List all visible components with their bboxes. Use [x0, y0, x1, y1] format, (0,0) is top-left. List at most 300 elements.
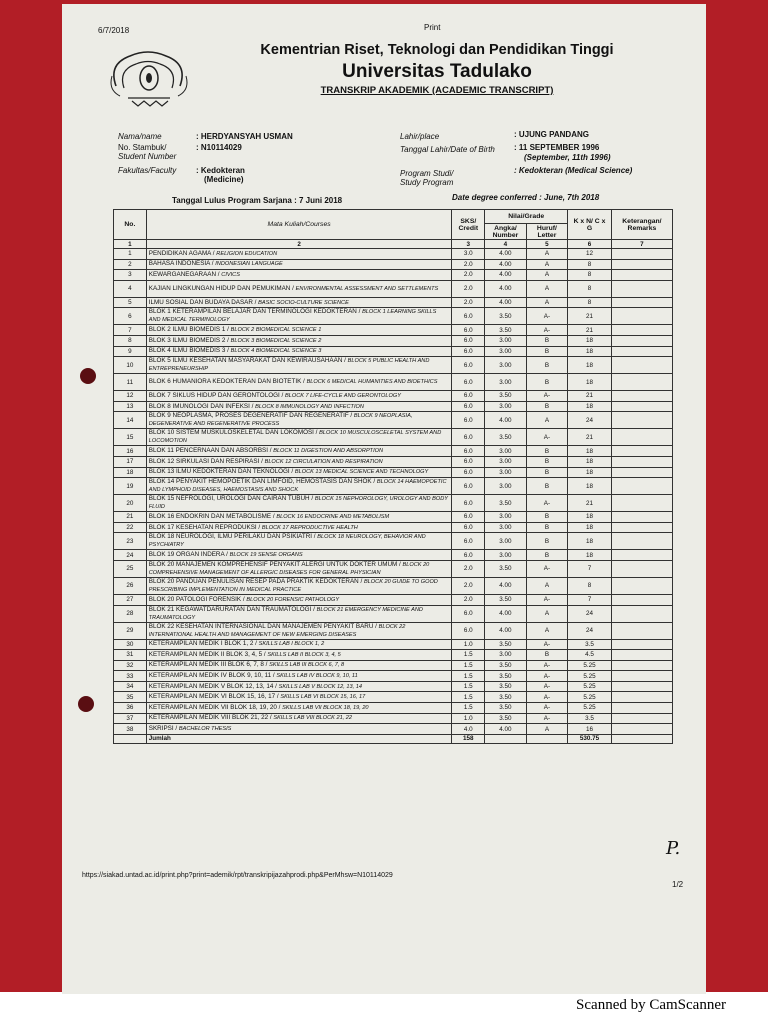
grade-number: 3.00 [485, 456, 526, 467]
credit: 6.0 [452, 346, 485, 357]
remarks [611, 270, 672, 281]
credit-x-grade: 18 [568, 522, 612, 533]
grade-number: 3.00 [485, 522, 526, 533]
row-no: 8 [114, 335, 147, 346]
course-name-en: SKILLS LAB V BLOCK 12, 13, 14 [278, 683, 362, 690]
colnum: 1 [114, 240, 147, 249]
table-row [114, 429, 673, 446]
remarks [611, 249, 672, 260]
grade-number: 4.00 [485, 605, 526, 622]
remarks [611, 391, 672, 402]
course-name-en: BLOCK 19 SENSE ORGANS [229, 552, 303, 559]
course-cell [146, 446, 452, 457]
grade-number: 3.50 [485, 560, 526, 577]
grade-number: 3.00 [485, 533, 526, 550]
col-kxn-header: K x N/ C x G [568, 210, 612, 240]
credit-x-grade: 21 [568, 429, 612, 446]
course-cell [146, 522, 452, 533]
course-name: BAHASA INDONESIA / [148, 260, 214, 268]
print-label: Print [424, 23, 441, 32]
course-name: BLOK 16 ENDOKRIN DAN METABOLISME / [148, 512, 275, 520]
course-cell [146, 467, 452, 478]
course-cell [146, 681, 452, 692]
course-cell [146, 308, 452, 325]
credit: 2.0 [452, 594, 485, 605]
grade-number: 3.50 [485, 325, 526, 336]
grade-number: 4.00 [485, 270, 526, 281]
row-no: 29 [114, 622, 147, 639]
grade-number: 3.00 [485, 401, 526, 412]
credit: 4.0 [452, 724, 485, 735]
birthdate-label: Tanggal Lahir/Date of Birth [400, 145, 495, 154]
remarks [611, 724, 672, 735]
remarks [611, 550, 672, 561]
row-no: 36 [114, 703, 147, 714]
credit: 1.0 [452, 639, 485, 650]
course-name: BLOK 18 NEUROLOGI, ILMU PERILAKU DAN PSIKIATRI / [148, 533, 316, 541]
course-name: KETERAMPILAN MEDIK VIII BLOK 21, 22 / [148, 714, 272, 722]
row-no: 10 [114, 357, 147, 374]
course-name-en: INDONESIAN LANGUAGE [215, 261, 283, 268]
credit-x-grade: 18 [568, 512, 612, 523]
credit: 6.0 [452, 478, 485, 495]
grade-letter: A- [526, 325, 568, 336]
credit: 6.0 [452, 622, 485, 639]
course-name: BLOK 4 ILMU BIOMEDIS 3 / [148, 347, 229, 355]
credit-x-grade: 5.25 [568, 703, 612, 714]
faculty-label: Fakultas/Faculty [118, 166, 177, 175]
remarks [611, 401, 672, 412]
course-name-en: BLOCK 10 MUSCULOSCELETAL SYSTEM AND LOCOMOTION [148, 430, 442, 445]
course-name-en: SKILLS LAB VII BLOCK 18, 19, 20 [282, 704, 369, 711]
course-name-en: BLOCK 20 COMPREHENSIVE MANAGEMENT OF ALLERGIC DISEASES FOR GENERAL PHYSICIAN [148, 561, 430, 576]
credit-x-grade: 21 [568, 495, 612, 512]
grade-number: 3.50 [485, 594, 526, 605]
row-no: 31 [114, 650, 147, 661]
credit-x-grade: 18 [568, 335, 612, 346]
grade-letter: B [526, 446, 568, 457]
colnum: 5 [526, 240, 568, 249]
credit: 6.0 [452, 550, 485, 561]
row-no: 35 [114, 692, 147, 703]
course-cell [146, 374, 452, 391]
row-no: 32 [114, 660, 147, 671]
credit: 6.0 [452, 335, 485, 346]
credit-x-grade: 3.5 [568, 713, 612, 724]
remarks [611, 560, 672, 577]
credit-x-grade: 21 [568, 308, 612, 325]
course-cell [146, 650, 452, 661]
grade-letter: A- [526, 560, 568, 577]
table-row [114, 622, 673, 639]
row-no: 15 [114, 429, 147, 446]
credit-x-grade: 8 [568, 297, 612, 308]
grade-number: 3.00 [485, 478, 526, 495]
credit-x-grade: 3.5 [568, 639, 612, 650]
grade-letter: B [526, 401, 568, 412]
transcript-table [113, 209, 673, 744]
remarks [611, 346, 672, 357]
course-name-en: BLOCK 22 INTERNATIONAL HEALTH AND MANAGEMENT OF NEW EMERGING DISEASES [148, 623, 406, 638]
course-cell [146, 412, 452, 429]
credit: 6.0 [452, 495, 485, 512]
course-name-en: SKILLS LAB II BLOCK 3, 4, 5 [267, 651, 341, 658]
row-no: 1 [114, 249, 147, 260]
credit-x-grade: 24 [568, 605, 612, 622]
table-row [114, 335, 673, 346]
remarks [611, 495, 672, 512]
grade-number: 4.00 [485, 280, 526, 297]
grade-letter: A [526, 259, 568, 270]
grade-number: 4.00 [485, 259, 526, 270]
table-row [114, 560, 673, 577]
course-name: BLOK 11 PENCERNAAN DAN ABSORBSI / [148, 447, 272, 455]
course-name: BLOK 17 KESEHATAN REPRODUKSI / [148, 523, 261, 531]
course-cell [146, 249, 452, 260]
row-no: 20 [114, 495, 147, 512]
course-cell [146, 495, 452, 512]
table-row [114, 270, 673, 281]
course-name-en: SKILLS LAB IV BLOCK 9, 10, 11 [276, 673, 358, 680]
course-cell [146, 577, 452, 594]
grade-number: 3.00 [485, 446, 526, 457]
table-total-row [114, 734, 673, 743]
credit-x-grade: 18 [568, 550, 612, 561]
course-name-en: BLOCK 15 NEPHOROLOGY, UROLOGY AND BODY FLUID [148, 496, 448, 511]
course-name: BLOK 19 ORGAN INDERA / [148, 551, 228, 559]
course-name-en: BLOCK 4 BIOMEDICAL SCIENCE 3 [230, 348, 322, 355]
row-no: 24 [114, 550, 147, 561]
credit: 1.0 [452, 713, 485, 724]
grade-letter: B [526, 522, 568, 533]
course-cell [146, 259, 452, 270]
remarks [611, 412, 672, 429]
grade-number: 3.50 [485, 671, 526, 682]
table-row [114, 650, 673, 661]
table-row [114, 639, 673, 650]
course-name: BLOK 20 MANAJEMEN KOMPREHENSIF PENYAKIT ALERGI UNTUK DOKTER UMUM / [148, 560, 401, 568]
col-course-header: Mata Kuliah/Courses [146, 210, 452, 240]
table-row [114, 325, 673, 336]
course-cell [146, 594, 452, 605]
grade-letter: B [526, 357, 568, 374]
row-no: 33 [114, 671, 147, 682]
course-cell [146, 325, 452, 336]
course-name: BLOK 12 SIRKULASI DAN RESPIRASI / [148, 457, 263, 465]
remarks [611, 512, 672, 523]
course-name-en: SKILLS LAB VI BLOCK 15, 16, 17 [280, 694, 366, 701]
table-row [114, 308, 673, 325]
col-number-header: Angka/ Number [485, 224, 526, 240]
course-cell [146, 456, 452, 467]
credit: 3.0 [452, 249, 485, 260]
row-no: 21 [114, 512, 147, 523]
course-name: BLOK 13 ILMU KEDOKTERAN DAN TEKNOLOGI / [148, 468, 294, 476]
course-name-en: BLOCK 17 REPRODUCTIVE HEALTH [261, 524, 358, 531]
grade-letter: A [526, 622, 568, 639]
course-name: KETERAMPILAN MEDIK IV BLOK 9, 10, 11 / [148, 672, 275, 680]
course-cell [146, 622, 452, 639]
col-no-header: No. [114, 210, 147, 240]
course-name: BLOK 15 NEFROLOGI, UROLOGI DAN CAIRAN TUBUH / [148, 495, 314, 503]
course-name: KETERAMPILAN MEDIK V BLOK 12, 13, 14 / [148, 682, 277, 690]
grade-letter: A- [526, 703, 568, 714]
row-no: 37 [114, 713, 147, 724]
row-no: 5 [114, 297, 147, 308]
table-row [114, 594, 673, 605]
course-cell [146, 671, 452, 682]
row-no: 26 [114, 577, 147, 594]
table-row [114, 280, 673, 297]
course-name: BLOK 21 KEGAWATDARURATAN DAN TRAUMATOLOGI / [148, 605, 315, 613]
grade-number: 3.00 [485, 346, 526, 357]
credit: 2.0 [452, 297, 485, 308]
table-row [114, 259, 673, 270]
grade-letter: B [526, 335, 568, 346]
credit-x-grade: 5.25 [568, 681, 612, 692]
credit-x-grade: 21 [568, 325, 612, 336]
document-title: TRANSKRIP AKADEMIK (ACADEMIC TRANSCRIPT) [320, 85, 554, 96]
credit: 6.0 [452, 308, 485, 325]
total-kxn: 530.75 [568, 734, 612, 743]
table-header-row [114, 210, 673, 224]
course-name: BLOK 22 KESEHATAN INTERNASIONAL DAN MANAJEMEN PENYAKIT BARU / [148, 622, 377, 630]
credit-x-grade: 16 [568, 724, 612, 735]
colnum: 2 [146, 240, 452, 249]
credit-x-grade: 18 [568, 346, 612, 357]
row-no: 11 [114, 374, 147, 391]
col-remarks-header: Keterangan/ Remarks [611, 210, 672, 240]
row-no: 9 [114, 346, 147, 357]
grade-number: 3.50 [485, 660, 526, 671]
table-row [114, 512, 673, 523]
table-row [114, 346, 673, 357]
course-cell [146, 639, 452, 650]
column-number-row [114, 240, 673, 249]
colnum: 3 [452, 240, 485, 249]
course-name-en: BLOCK 16 ENDOCRINE AND METABOLISM [276, 513, 390, 520]
table-row [114, 374, 673, 391]
credit-x-grade: 4.5 [568, 650, 612, 661]
signature-mark: P. [666, 838, 681, 859]
punch-hole-top [80, 368, 96, 384]
total-remarks [611, 734, 672, 743]
grade-number: 3.00 [485, 374, 526, 391]
grade-letter: A [526, 577, 568, 594]
grade-letter: B [526, 512, 568, 523]
remarks [611, 335, 672, 346]
remarks [611, 639, 672, 650]
credit: 6.0 [452, 374, 485, 391]
course-name-en: BLOCK 18 NEUROLOGY, BEHAVIOR AND PSYCHIATRY [148, 534, 426, 549]
course-cell [146, 605, 452, 622]
grade-number: 4.00 [485, 577, 526, 594]
credit-x-grade: 18 [568, 478, 612, 495]
credit-x-grade: 5.25 [568, 660, 612, 671]
course-cell [146, 270, 452, 281]
grade-letter: B [526, 456, 568, 467]
course-name-en: BLOCK 6 MEDICAL HUMANITIES AND BIOETHICS [306, 379, 438, 386]
remarks [611, 280, 672, 297]
credit-x-grade: 18 [568, 467, 612, 478]
course-name: ILMU SOSIAL DAN BUDAYA DASAR / [148, 298, 257, 306]
birthdate-value: : 11 SEPTEMBER 1996 [514, 143, 600, 152]
table-row [114, 660, 673, 671]
credit: 2.0 [452, 270, 485, 281]
remarks [611, 357, 672, 374]
grade-number: 3.00 [485, 467, 526, 478]
course-name-en: BLOCK 3 BIOMEDICAL SCIENCE 2 [230, 337, 322, 344]
table-row [114, 478, 673, 495]
credit: 6.0 [452, 325, 485, 336]
course-cell [146, 335, 452, 346]
course-name: BLOK 7 SIKLUS HIDUP DAN GERONTOLOGI / [148, 391, 284, 399]
row-no: 34 [114, 681, 147, 692]
credit: 1.5 [452, 660, 485, 671]
remarks [611, 308, 672, 325]
course-name: KETERAMPILAN MEDIK I BLOK 1, 2 / [148, 640, 257, 648]
course-name: PENDIDIKAN AGAMA / [148, 249, 215, 257]
scanned-by-label: Scanned by CamScanner [576, 997, 726, 1013]
table-row [114, 703, 673, 714]
row-no: 14 [114, 412, 147, 429]
course-name: SKRIPSI / [148, 725, 178, 733]
grade-number: 4.00 [485, 622, 526, 639]
grade-letter: A- [526, 671, 568, 682]
ministry-name: Kementrian Riset, Teknologi dan Pendidikan Tinggi [260, 42, 614, 58]
grade-letter: B [526, 467, 568, 478]
course-name-en: BLOCK 5 PUBLIC HEALTH AND ENTREPRENEURSHIP [148, 358, 430, 373]
grade-letter: A- [526, 594, 568, 605]
course-cell [146, 560, 452, 577]
credit-x-grade: 5.25 [568, 692, 612, 703]
table-row [114, 456, 673, 467]
remarks [611, 671, 672, 682]
credit: 2.0 [452, 560, 485, 577]
grade-letter: A- [526, 639, 568, 650]
grade-number: 3.00 [485, 357, 526, 374]
course-name-en: BLOCK 20 GUIDE TO GOOD PRESCRIBING IMPLEMENTATION IN MEDICAL PRACTICE [148, 578, 438, 593]
course-name: BLOK 10 SISTEM MUSKULOSKELETAL DAN LOKOMOSI / [148, 429, 318, 437]
credit: 2.0 [452, 577, 485, 594]
course-name: BLOK 6 HUMANIORA KEDOKTERAN DAN BIOTETIK / [148, 378, 305, 386]
grade-letter: A [526, 297, 568, 308]
course-name-en: BLOCK 1 LEARNING SKILLS AND MEDICAL TERMINOLOGY [148, 309, 437, 324]
row-no: 2 [114, 259, 147, 270]
grade-number: 3.50 [485, 639, 526, 650]
row-no: 12 [114, 391, 147, 402]
grade-number: 3.50 [485, 703, 526, 714]
grade-letter: B [526, 374, 568, 391]
table-row [114, 249, 673, 260]
birthdate-value-en: (September, 11th 1996) [524, 153, 611, 162]
credit-x-grade: 18 [568, 446, 612, 457]
total-num [485, 734, 526, 743]
course-name-en: BLOCK 11 DIGESTION AND ABSORPTION [273, 448, 384, 455]
print-date: 6/7/2018 [98, 26, 130, 35]
table-row [114, 412, 673, 429]
remarks [611, 577, 672, 594]
remarks [611, 259, 672, 270]
course-cell [146, 692, 452, 703]
table-row [114, 671, 673, 682]
col-sks-header: SKS/ Credit [452, 210, 485, 240]
row-no: 30 [114, 639, 147, 650]
table-row [114, 357, 673, 374]
course-name-en: BLOCK 9 NEOPLASIA, DEGENERATIVE AND REGENERATIVE PROCESS [148, 413, 413, 428]
course-cell [146, 401, 452, 412]
course-name-en: BLOCK 12 CIRCULATION AND RESPIRATION [264, 458, 383, 465]
credit-x-grade: 18 [568, 374, 612, 391]
credit-x-grade: 8 [568, 270, 612, 281]
grade-letter: A [526, 605, 568, 622]
remarks [611, 522, 672, 533]
table-row [114, 297, 673, 308]
credit-x-grade: 24 [568, 622, 612, 639]
credit: 6.0 [452, 456, 485, 467]
grade-letter: A- [526, 692, 568, 703]
row-no: 3 [114, 270, 147, 281]
total-let [526, 734, 568, 743]
stambuk-value: : N10114029 [196, 143, 242, 152]
course-name: KETERAMPILAN MEDIK II BLOK 3, 4, 5 / [148, 650, 266, 658]
grade-letter: A- [526, 308, 568, 325]
course-name-en: CIVICS [221, 271, 240, 278]
credit: 6.0 [452, 412, 485, 429]
birthplace-value: : UJUNG PANDANG [514, 130, 589, 139]
remarks [611, 456, 672, 467]
grade-number: 3.50 [485, 692, 526, 703]
grade-number: 3.00 [485, 550, 526, 561]
credit: 6.0 [452, 391, 485, 402]
remarks [611, 446, 672, 457]
credit-x-grade: 8 [568, 577, 612, 594]
row-no: 16 [114, 446, 147, 457]
row-no: 23 [114, 533, 147, 550]
remarks [611, 594, 672, 605]
credit: 1.5 [452, 692, 485, 703]
grade-letter: B [526, 533, 568, 550]
grade-letter: A [526, 280, 568, 297]
credit-x-grade: 24 [568, 412, 612, 429]
table-row [114, 522, 673, 533]
credit: 1.5 [452, 703, 485, 714]
transcript-page [62, 4, 706, 994]
row-no: 22 [114, 522, 147, 533]
course-cell [146, 357, 452, 374]
colnum: 4 [485, 240, 526, 249]
credit-x-grade: 18 [568, 456, 612, 467]
table-row [114, 495, 673, 512]
grade-letter: B [526, 478, 568, 495]
row-no: 38 [114, 724, 147, 735]
remarks [611, 681, 672, 692]
course-name: KETERAMPILAN MEDIK VII BLOK 18, 19, 20 / [148, 703, 281, 711]
course-cell [146, 550, 452, 561]
university-name: Universitas Tadulako [342, 61, 532, 82]
grade-letter: A- [526, 681, 568, 692]
credit-x-grade: 12 [568, 249, 612, 260]
grade-number: 3.50 [485, 391, 526, 402]
grade-number: 3.00 [485, 650, 526, 661]
punch-hole-bottom [78, 696, 94, 712]
grade-number: 3.50 [485, 713, 526, 724]
credit: 6.0 [452, 401, 485, 412]
col-grade-header: Nilai/Grade [485, 210, 568, 224]
grade-letter: A [526, 249, 568, 260]
grade-letter: A- [526, 391, 568, 402]
grade-number: 3.50 [485, 495, 526, 512]
